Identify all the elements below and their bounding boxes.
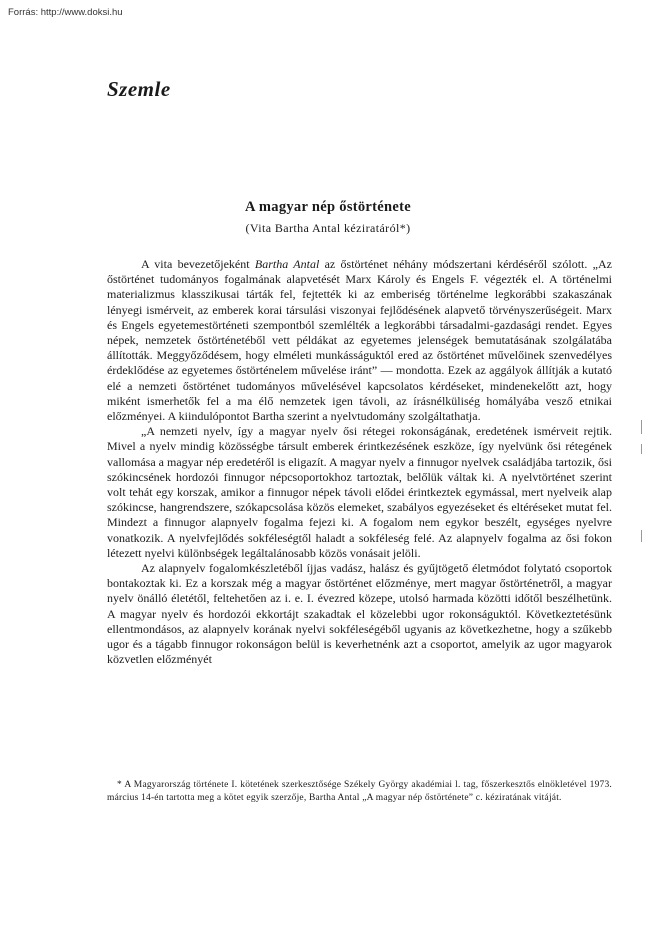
article-body (107, 257, 612, 667)
margin-mark (641, 420, 642, 434)
paragraph-1-lead: A vita bevezetőjeként (141, 257, 255, 271)
footnote-text: * A Magyarország története I. kötetének szerkesztősége Székely György akadémiai l. tag, főszerkesztős elnökletével 1973. március 14-én tartotta meg a kötet egyik szerzője, Bartha Antal „A magyar nép őstörténete” c. kéziratának vitáját. (107, 780, 612, 803)
author-name: Bartha Antal (254, 257, 320, 271)
paragraph-3: Az alapnyelv fogalomkészletéből íjjas vadász, halász és gyűjtögető életmódot folytató csoportok bontakoztak ki. Ez a korszak még a magyar őstörténet előzménye, mert magyar őstörténetről, a magyar nyelv önálló életétől, feltehetően az i. e. I. évezred közepe, utolsó harmada közötti időtől beszélhetünk. A magyar nyelv és hordozói ekkortájt szakadtak el közelebbi ugor rokonságuktól. Következtetésünk ellentmondásos, az alapnyelv korának nyelvi sokféleségéből ugyanis az következhetne, hogy a szűkebb ugor és a tágabb finnugor rokonságon belül is keverhetnénk azt a csoportot, amelyik az ugor magyarok közvetlen előzményét (107, 561, 612, 667)
section-title: Szemle (107, 77, 171, 101)
margin-mark (641, 530, 642, 542)
paragraph-2: „A nemzeti nyelv, így a magyar nyelv ősi rétegei rokonságának, eredetének ismérveit rejtik. Mivel a nyelv mindig közösségbe társult emberek érintkezésének eszköze, így nyelvünk ősi rétegének vallomása a magyar nép eredetéről is eligazít. A magyar nyelv a finnugor nyelvek családjába tartozik, ősi szókincsének hordozói finnugor népcsoportokhoz tartoztak, belőlük váltak ki. A nyelvtörténet szerint volt tehát egy korszak, amikor a finnugor népek távoli elődei érintkeztek egymással, mert nyelveik alap szókincse, hangrendszere, szókapcsolása közös elemeket, szabályos egyezéseket és eltéréseket mutat fel. Mindezt a finnugor alapnyelv fogalma fejezi ki. A fogalom nem egykor beszélt, egységes nyelvre vonatkozik. A nyelvfejlődés sokféleségtől haladt a sokféleség felé. Az alapnyelv fogalma az ősi fokon létezett nyelvi különbségek legáltalánosabb közös vonásait jelöli. (107, 424, 612, 560)
source-label: Forrás: http://www.doksi.hu (8, 7, 123, 18)
footnote (107, 779, 612, 805)
article-subtitle: (Vita Bartha Antal kéziratáról*) (245, 221, 411, 235)
paragraph-1 (107, 257, 612, 424)
margin-mark (641, 444, 642, 454)
paragraph-1-text: az őstörténet néhány módszertani kérdéséről szólott. „Az őstörténet tudományos fogalmának alapvetését Marx Károly és Engels F. végezték el. A történelmi materializmus klasszikusai tárták fel, fejtették ki az emberiség történelme legkorábbi szakaszának lényegi ismérveit, az emberek korai társulási viszonyai fejlődésének alapvető törvényszerűségeit. Marx és Engels egyetemestörténeti szempontból szemlélték a legkorábbi társadalmi-gazdasági rendet. Egyes népek, nemzetek őstörténetéből vett példákat az egyetemes jelenségek bemutatásának szolgálatába állították. Meggyőződésem, hogy elméleti munkásságuktól ered az őstörténet művelőinek szenvedélyes érdeklődése az egyetemes őstörténelem művelése iránt” — mondotta. Ezek az aggályok állítják a kutató elé a nemzeti őstörténet tudományos művelésével kapcsolatos kérdéseket, mindenekelőtt azt, hogy miként ismerhetők fel a ma élő nemzetek igen távoli, az írásnélküliség homályába vesző etnikai előzményei. A kiindulópontot Bartha szerint a nyelvtudomány szolgáltathatja. (107, 257, 612, 424)
article-title: A magyar nép őstörténete (245, 199, 411, 215)
